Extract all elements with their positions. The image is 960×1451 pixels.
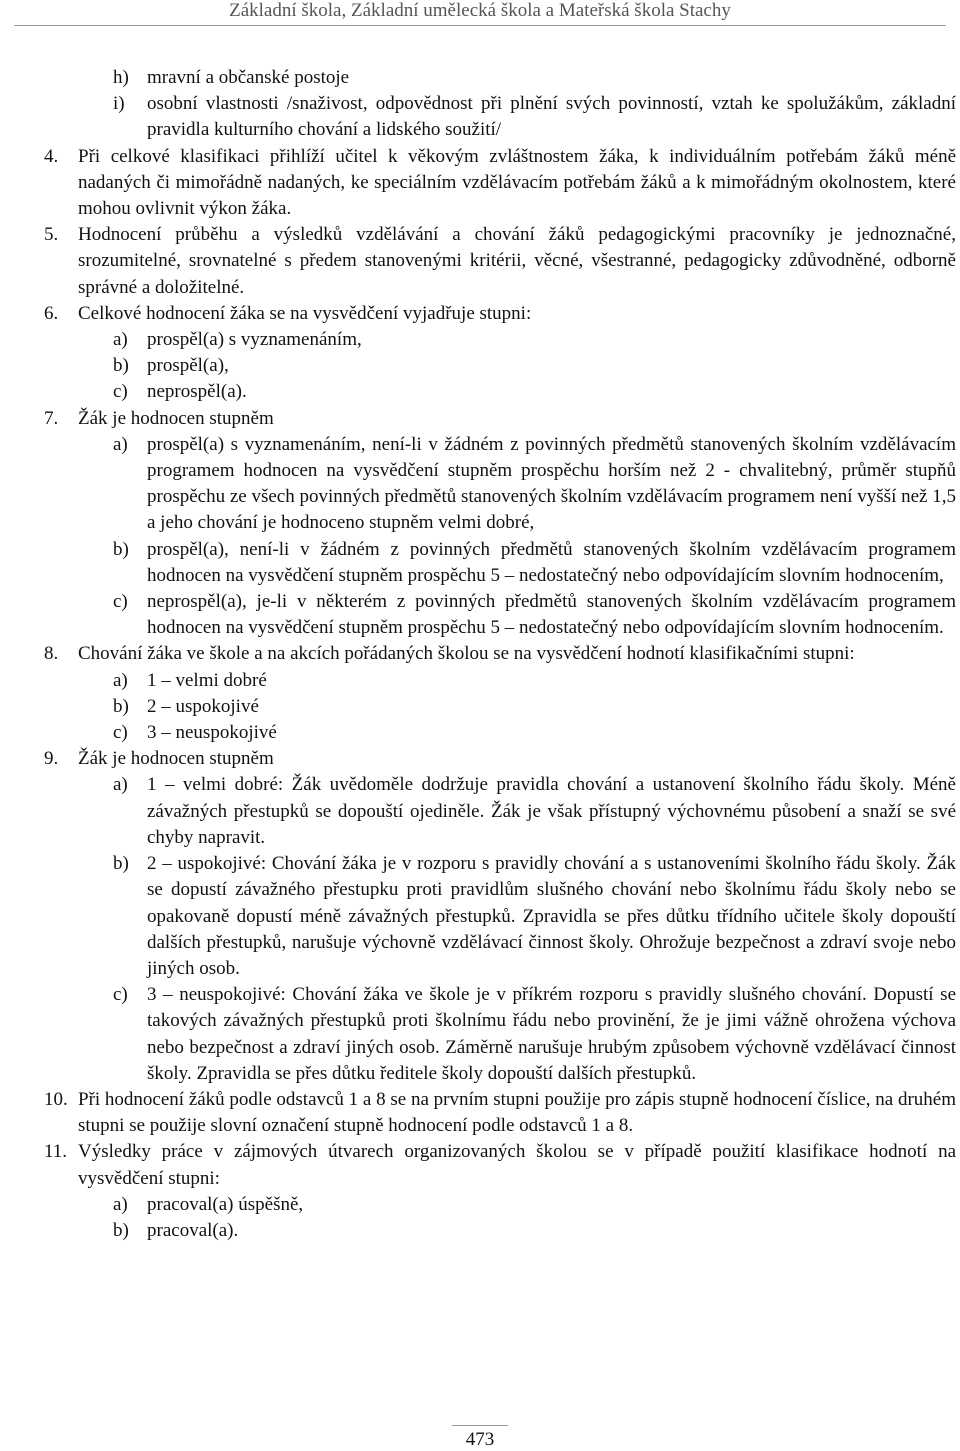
list-subitem (113, 589, 956, 641)
subitem-text: 1 – velmi dobré (147, 669, 267, 691)
list-subitem (113, 1218, 956, 1244)
subitem-text: 3 – neuspokojivé: Chování žáka ve škole je v příkrém rozporu s pravidly slušného chování. Dopustí se takových závažných přestupků proti školnímu řádu nebo provinění, že je jimi vážně ohrožena výchova nebo bezpečnost a zdraví jiných osob. Záměrně narušuje hrubým způsobem výchovně vzdělávací činnost školy. Zpravidla se přes důtku ředitele školy dopouští dalších přestupků. (147, 984, 956, 1084)
subitem-marker: c) (113, 984, 128, 1006)
list-subitem (113, 851, 956, 982)
list-subitem (113, 91, 956, 143)
list-item (44, 1139, 956, 1191)
subitem-marker: b) (113, 853, 129, 875)
subitem-marker: c) (113, 591, 128, 613)
item-number: 9. (44, 748, 59, 770)
item-text: Při celkové klasifikaci přihlíží učitel k věkovým zvláštnostem žáka, k individuálním potřebám žáků méně nadaných či mimořádně nadaných, ke speciálním vzdělávacím potřebám žáků a k mimořádným okolnostem, které mohou ovlivnit výkon žáka. (78, 145, 956, 220)
subitem-marker: a) (113, 669, 128, 691)
subitem-marker: b) (113, 1219, 129, 1241)
subitem-text: pracoval(a) úspěšně, (147, 1193, 304, 1215)
item-number: 8. (44, 643, 59, 665)
subitem-marker: c) (113, 381, 128, 403)
list-item (44, 1087, 956, 1139)
subitem-marker: c) (113, 722, 128, 744)
subitem-text: 1 – velmi dobré: Žák uvědoměle dodržuje pravidla chování a ustanovení školního řádu školy. Méně závažných přestupků se dopouští ojediněle. Žák je však přístupný výchovnému působení a snaží se své chyby napravit. (147, 774, 956, 848)
subitem-marker: a) (113, 1193, 128, 1215)
list-subitem (113, 327, 956, 353)
item-number: 7. (44, 407, 59, 429)
list-subitem (113, 982, 956, 1087)
list-item (44, 144, 956, 223)
header-divider (14, 25, 946, 26)
list-subitem (113, 537, 956, 589)
subitem-text: prospěl(a), (147, 355, 229, 377)
item-number: 10. (44, 1088, 68, 1110)
list-subitem (113, 772, 956, 851)
subitem-text: 2 – uspokojivé (147, 695, 259, 717)
item-number: 11. (44, 1141, 68, 1163)
list-subitem (113, 720, 956, 746)
subitem-marker: a) (113, 433, 128, 455)
subitem-text: prospěl(a) s vyznamenáním, (147, 329, 362, 351)
subitem-text: neprospěl(a). (147, 381, 247, 403)
page-header: Základní škola, Základní umělecká škola a Mateřská škola Stachy (229, 0, 731, 21)
subitem-text: prospěl(a) s vyznamenáním, není-li v žádném z povinných předmětů stanovených školním vzdělávacím programem hodnocen na vysvědčení stupněm prospěchu horším než 2 - chvalitebný, průměr stupňů prospěchu ze všech povinných předmětů stanovených školním vzdělávacím programem není vyšší než 1,5 a jeho chování je hodnoceno stupněm velmi dobré, (147, 433, 956, 534)
subitem-text: neprospěl(a), je-li v některém z povinných předmětů stanovených školním vzdělávacím programem hodnocen na vysvědčení stupněm prospěchu 5 – nedostatečný nebo odpovídajícím slovním hodnocením. (147, 591, 956, 639)
document-body (44, 65, 956, 1244)
subitem-marker: a) (113, 774, 128, 796)
footer-divider (452, 1425, 508, 1426)
subitem-marker: b) (113, 538, 129, 560)
subitem-marker: i) (113, 93, 125, 115)
item-number: 5. (44, 224, 59, 246)
list-subitem (113, 668, 956, 694)
list-item (44, 746, 956, 772)
subitem-text: 3 – neuspokojivé (147, 722, 277, 744)
list-subitem (113, 353, 956, 379)
subitem-marker: h) (113, 67, 129, 88)
item-text: Chování žáka ve škole a na akcích pořádaných školou se na vysvědčení hodnotí klasifikačními stupni: (78, 643, 855, 665)
subitem-text: osobní vlastnosti /snaživost, odpovědnost při plnění svých povinností, vztah ke spolužákům, základní pravidla kulturního chování a lidského soužití/ (147, 93, 956, 141)
item-number: 4. (44, 145, 59, 167)
subitem-text: prospěl(a), není-li v žádném z povinných předmětů stanovených školním vzdělávacím programem hodnocen na vysvědčení stupněm prospěchu 5 – nedostatečný nebo odpovídajícím slovním hodnocením, (147, 538, 956, 586)
list-item (44, 406, 956, 432)
subitem-text: 2 – uspokojivé: Chování žáka je v rozporu s pravidly chování a s ustanoveními školního řádu školy. Žák se dopustí závažného přestupku proti pravidlům slušného chování nebo školnímu řádu školy nebo se opakovaně dopustí méně závažných přestupků. Zpravidla se přes důtku třídního učitele školy dopouští dalších přestupků, narušuje výchovně vzdělávací činnost školy. Ohrožuje bezpečnost a zdraví svoje nebo jiných osob. (147, 853, 956, 979)
item-text: Celkové hodnocení žáka se na vysvědčení vyjadřuje stupni: (78, 302, 532, 324)
list-item (44, 222, 956, 301)
list-subitem (113, 694, 956, 720)
item-text: Při hodnocení žáků podle odstavců 1 a 8 se na prvním stupni použije pro zápis stupně hodnocení číslice, na druhém stupni se použije slovní označení stupně hodnocení podle odstavců 1 a 8. (78, 1088, 957, 1137)
item-number: 6. (44, 302, 59, 324)
item-text: Žák je hodnocen stupněm (78, 407, 274, 429)
subitem-text: pracoval(a). (147, 1219, 239, 1241)
list-item (44, 641, 956, 667)
list-item (44, 301, 956, 327)
subitem-marker: b) (113, 355, 129, 377)
item-text: Žák je hodnocen stupněm (78, 748, 274, 770)
list-subitem (113, 379, 956, 405)
page-number: 473 (465, 1429, 495, 1450)
subitem-marker: a) (113, 329, 128, 351)
item-text: Hodnocení průběhu a výsledků vzdělávání a chování žáků pedagogickými pracovníky je jednoznačné, srozumitelné, srovnatelné s předem stanovenými kritérii, věcné, všestranné, pedagogicky zdůvodněné, odborně správné a doložitelné. (78, 224, 956, 298)
list-subitem (113, 432, 956, 537)
list-subitem (113, 65, 956, 91)
subitem-text: mravní a občanské postoje (147, 67, 350, 88)
subitem-marker: b) (113, 695, 129, 717)
list-subitem (113, 1192, 956, 1218)
item-text: Výsledky práce v zájmových útvarech organizovaných školou se v případě použití klasifikace hodnotí na vysvědčení stupni: (78, 1141, 956, 1189)
